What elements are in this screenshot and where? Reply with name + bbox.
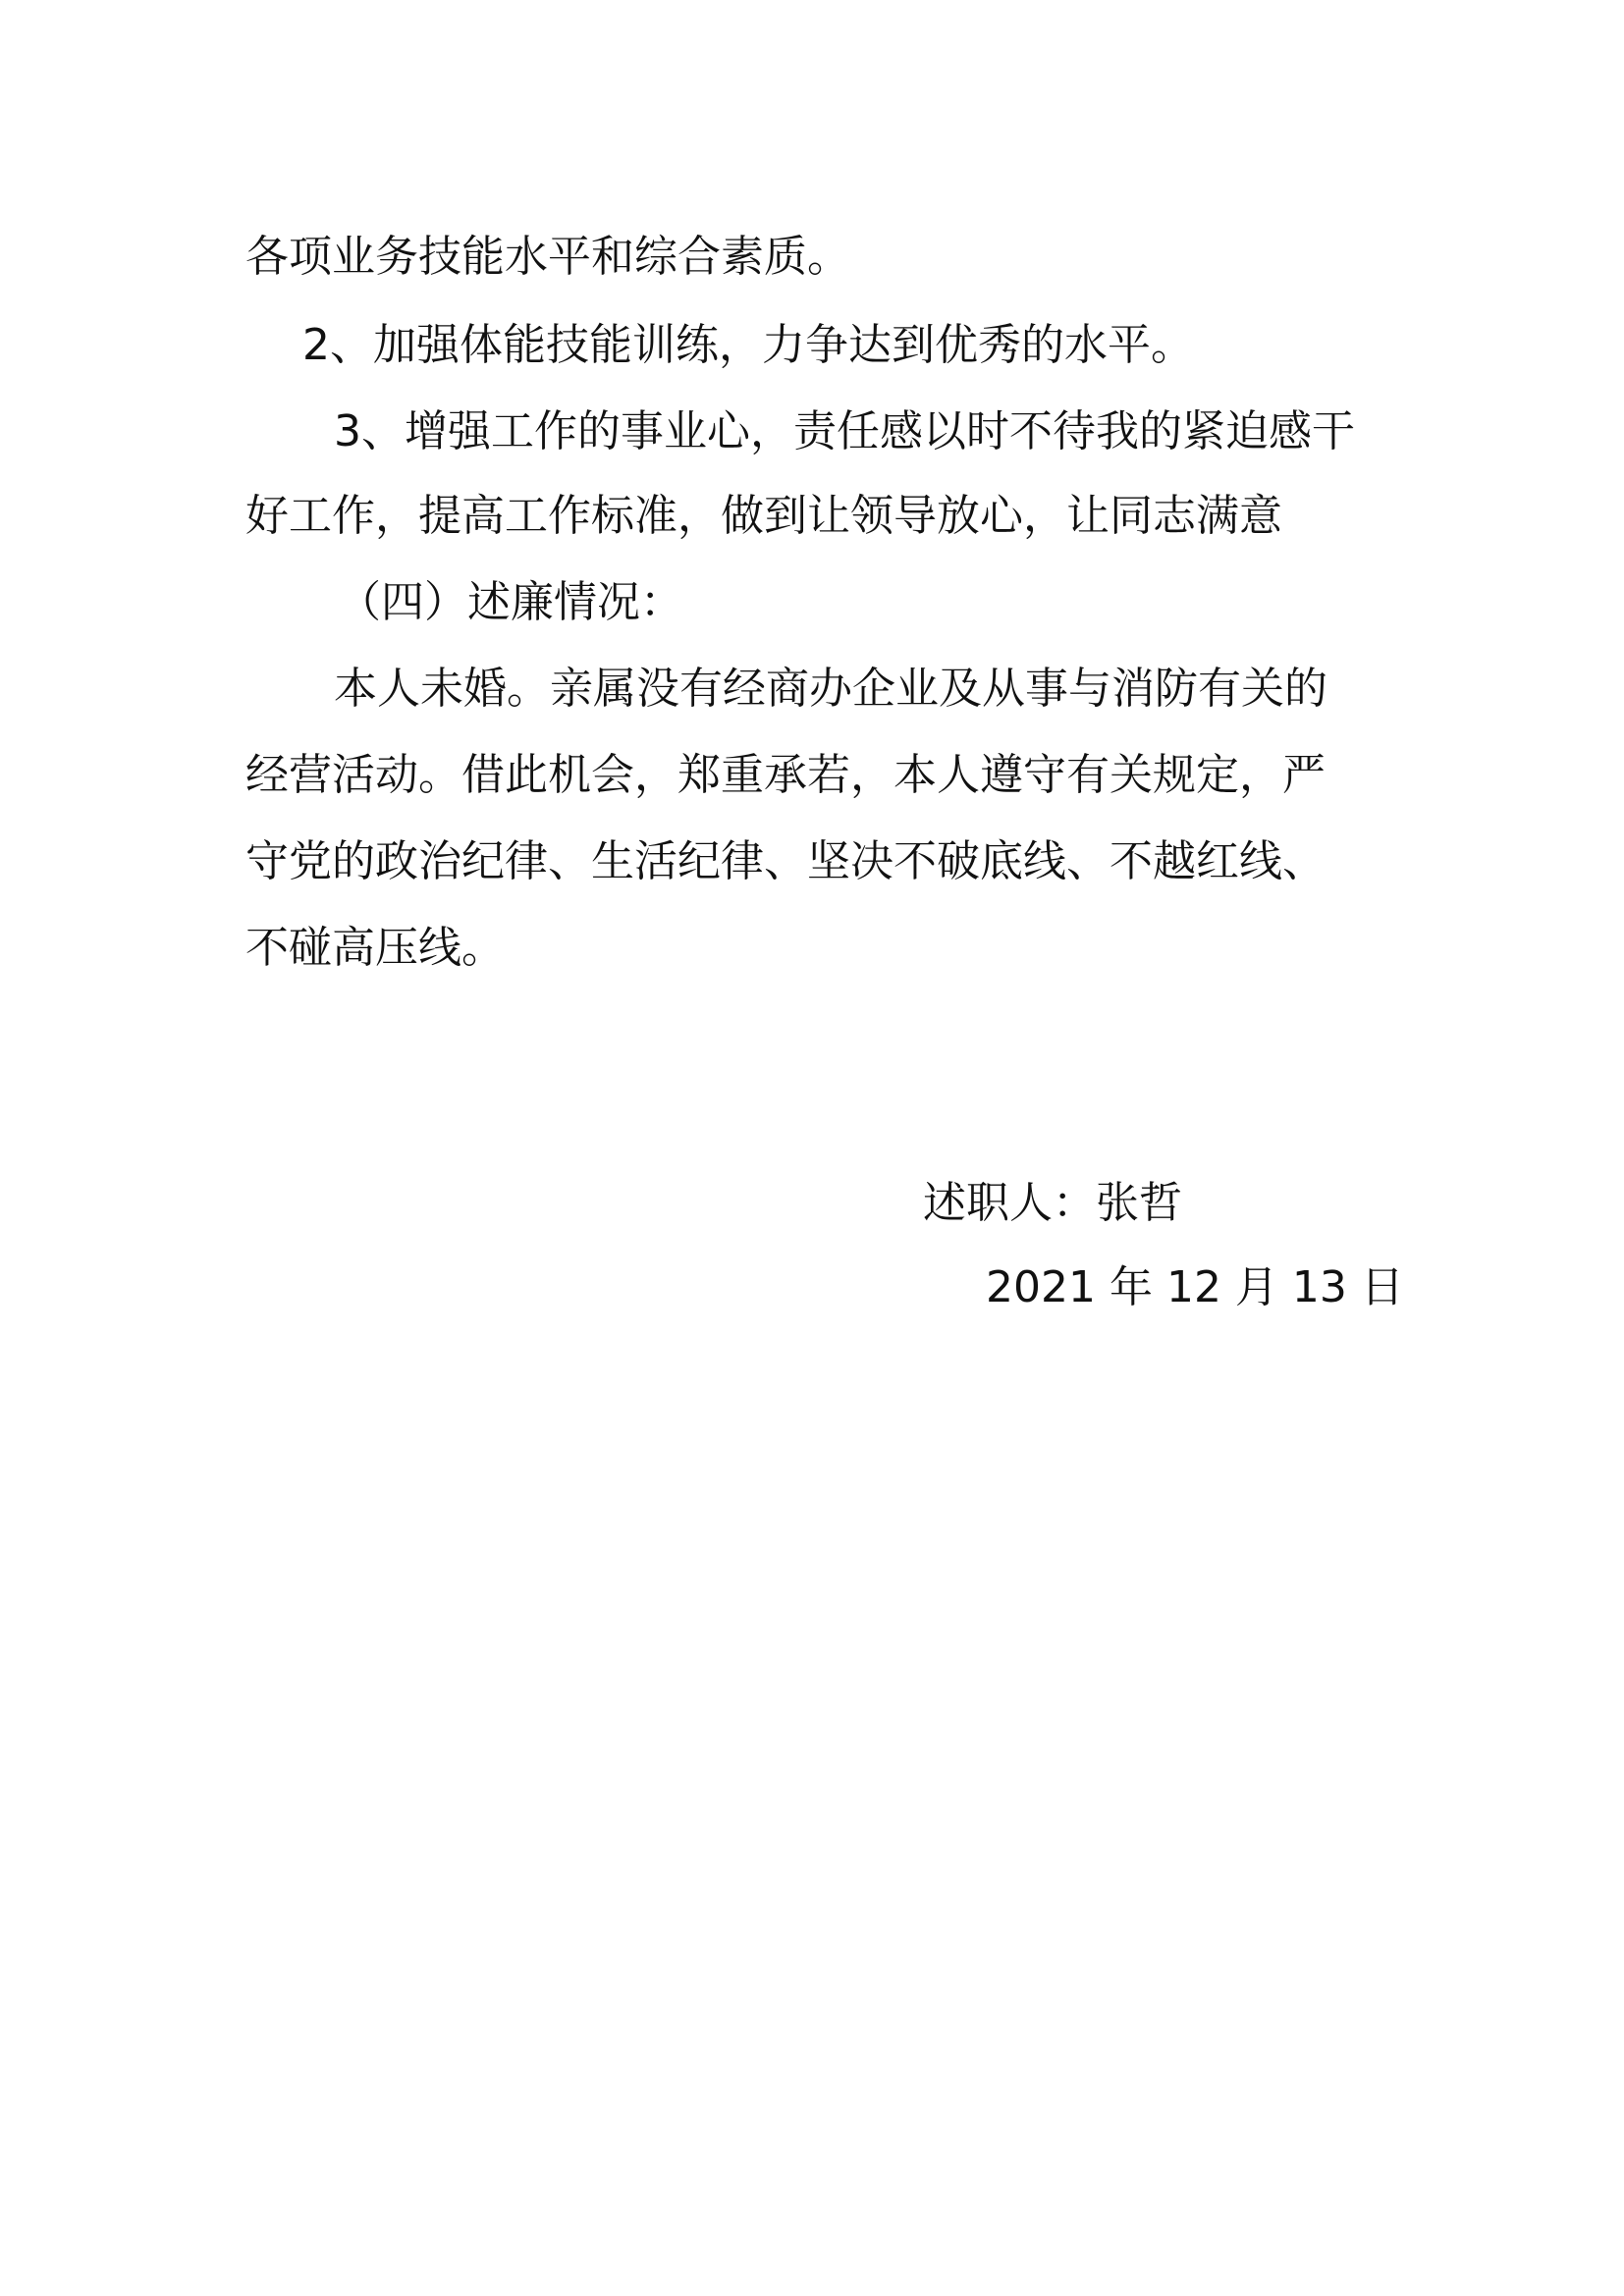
date-line: 2021 年 12 月 13 日 [986,1262,1404,1312]
paragraph-line-3: 3、增强工作的事业心，责任感以时不待我的紧迫感干 [334,406,1355,456]
paragraph-line-4: 好工作，提高工作标准，做到让领导放心，让同志满意 [245,491,1282,541]
paragraph-line-6: 本人未婚。亲属没有经商办企业及从事与消防有关的 [334,664,1327,714]
paragraph-line-7: 经营活动。借此机会，郑重承若，本人遵守有关规定，严 [245,750,1326,800]
paragraph-line-9: 不碰高压线。 [245,923,505,973]
paragraph-line-2: 2、加强体能技能训练，力争达到优秀的水平。 [302,320,1194,370]
signature-line: 述职人：张哲 [923,1178,1182,1228]
paragraph-line-8: 守党的政治纪律、生活纪律、坚决不破底线、不越红线、 [245,836,1326,886]
section-heading: （四）述廉情况： [338,577,683,627]
paragraph-line-1: 各项业务技能水平和综合素质。 [245,232,850,282]
